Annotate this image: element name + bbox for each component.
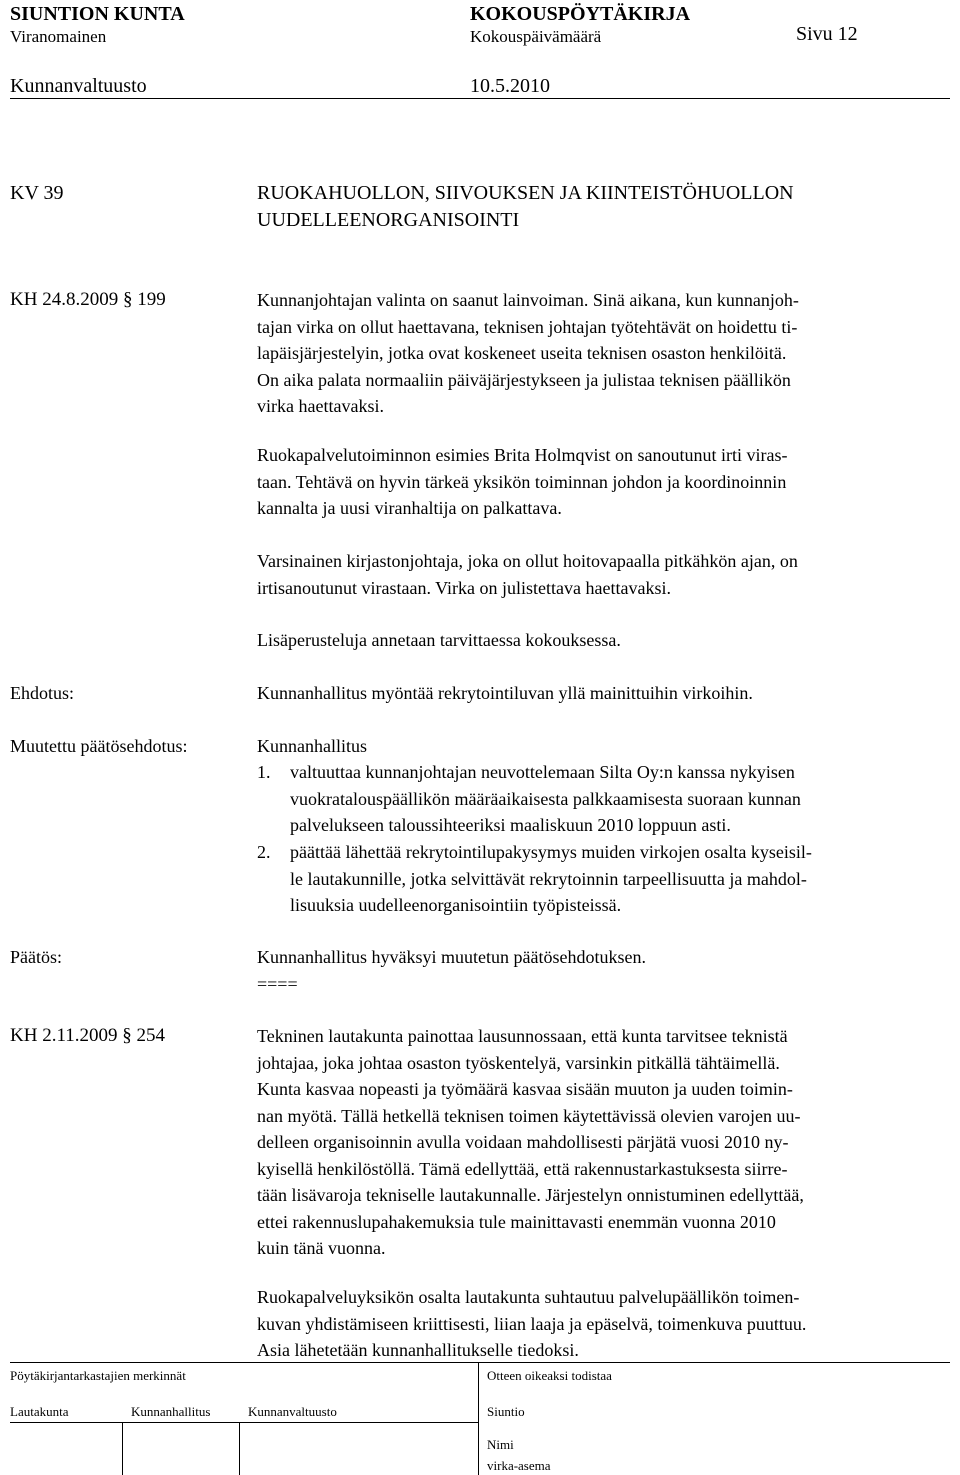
text-line: valtuuttaa kunnanjohtajan neuvottelemaan Silta Oy:n kanssa nykyisen xyxy=(290,762,795,782)
text-line: On aika palata normaaliin päiväjärjestykseen ja julistaa teknisen päällikön xyxy=(257,369,791,390)
text-line: Kunnanjohtajan valinta on saanut lainvoiman. Sinä aikana, kun kunnanjoh- xyxy=(257,290,799,310)
amended-item-1 xyxy=(290,759,801,839)
text-line: päättää lähettää rekrytointilupakysymys muiden virkojen osalta kyseisil- xyxy=(290,842,812,862)
text-line: taan. Tehtävä on hyvin tärkeä yksikön toiminnan johdon ja koordinoinnin xyxy=(257,471,787,492)
item-number: 1. xyxy=(257,762,271,782)
kh1-reference: KH 24.8.2009 § 199 xyxy=(10,289,166,310)
text-line: vuokratalouspäällikön määräaikaisesta palkkaamisesta suoraan kunnan xyxy=(290,788,801,809)
text-line: Lisäperusteluja annetaan tarvittaessa kokouksessa. xyxy=(257,630,621,650)
header-rule xyxy=(10,98,950,99)
text-line: Ruokapalveluyksikön osalta lautakunta suhtautuu palvelupäällikön toimen- xyxy=(257,1287,800,1307)
reviewers-label: Pöytäkirjantarkastajien merkinnät xyxy=(10,1368,186,1383)
document-type: KOKOUSPÖYTÄKIRJA xyxy=(470,3,691,25)
footer-column-divider xyxy=(478,1362,479,1475)
text-line: le lautakunnille, jotka selvittävät rekrytoinnin tarpeellisuutta ja mahdol- xyxy=(290,868,807,889)
item-number: 2. xyxy=(257,842,271,862)
text-line: nan myötä. Tällä hetkellä teknisen toimen käytettävissä olevien varojen uu- xyxy=(257,1105,801,1126)
footer-council: Kunnanvaltuusto xyxy=(248,1404,337,1419)
kh1-paragraph-3 xyxy=(257,548,947,601)
text-line: irtisanoutunut virastaan. Virka on julistettava haettavaksi. xyxy=(257,577,671,598)
text-line: tajan virka on ollut haettavana, teknisen johtajan työtehtävät on hoidettu ti- xyxy=(257,316,798,337)
text-line: Varsinainen kirjastonjohtaja, joka on ollut hoitovapaalla pitkähkön ajan, on xyxy=(257,551,798,571)
footer-place: Siuntio xyxy=(487,1404,525,1419)
kh1-paragraph-2 xyxy=(257,442,947,522)
amended-item-2 xyxy=(290,839,812,919)
text-line: lisuuksia uudelleenorganisointiin työpisteissä. xyxy=(290,895,622,915)
footer-board: Lautakunta xyxy=(10,1404,69,1419)
certified-label: Otteen oikeaksi todistaa xyxy=(487,1368,612,1383)
footer-top-rule xyxy=(10,1362,950,1363)
amended-proposal-label: Muutettu päätösehdotus: xyxy=(10,736,188,756)
kh2-reference: KH 2.11.2009 § 254 xyxy=(10,1025,165,1046)
authority-label: Viranomainen xyxy=(10,27,107,46)
footer-title: virka-asema xyxy=(487,1458,551,1473)
text-line: Kunnanhallitus xyxy=(257,736,367,756)
proposal-text xyxy=(257,680,947,707)
text-line: delleen organisoinnin avulla voidaan mahdollisesti pärjätä vuosi 2010 ny- xyxy=(257,1132,789,1152)
section-number: KV 39 xyxy=(10,182,64,204)
date-label: Kokouspäivämäärä xyxy=(470,27,602,46)
text-line: tään lisävaroja tekniselle lautakunnalle. Järjestelyn onnistuminen edellyttää, xyxy=(257,1185,804,1205)
text-line: ettei rakennuslupahakemuksia tule mainittavasti enemmän vuonna 2010 xyxy=(257,1211,776,1232)
footer-name: Nimi xyxy=(487,1437,514,1452)
section-title-line: RUOKAHUOLLON, SIIVOUKSEN JA KIINTEISTÖHUOLLON xyxy=(257,182,794,204)
decision-label: Päätös: xyxy=(10,947,62,967)
footer-cell-divider xyxy=(122,1422,123,1475)
decision-text xyxy=(257,944,947,997)
section-title xyxy=(257,180,947,233)
footer-sign-rule xyxy=(10,1422,478,1423)
amended-proposal-intro xyxy=(257,733,947,760)
text-line: Tekninen lautakunta painottaa lausunnossaan, että kunta tarvitsee teknistä xyxy=(257,1026,788,1046)
kh2-paragraph-2 xyxy=(257,1284,947,1364)
text-line: kyisellä henkilöstöllä. Tämä edellyttää, että rakennustarkastuksesta siirre- xyxy=(257,1158,788,1179)
meeting-date: 10.5.2010 xyxy=(470,75,550,97)
text-line: kuin tänä vuonna. xyxy=(257,1238,386,1258)
text-line: Kunnanhallitus hyväksyi muutetun päätösehdotuksen. xyxy=(257,947,646,967)
text-line: kuvan yhdistämiseen kriittisesti, liian laaja ja epäselvä, toimenkuva puuttuu. xyxy=(257,1313,807,1334)
footer-cell-divider xyxy=(239,1422,240,1475)
text-line: virka haettavaksi. xyxy=(257,396,384,416)
proposal-label: Ehdotus: xyxy=(10,683,75,703)
text-line: Kunta kasvaa nopeasti ja työmäärä kasvaa sisään muuton ja uuden toimin- xyxy=(257,1079,793,1099)
municipality-name: SIUNTION KUNTA xyxy=(10,3,185,25)
text-line: Kunnanhallitus myöntää rekrytointiluvan yllä mainittuihin virkoihin. xyxy=(257,683,753,703)
text-line: palvelukseen taloussihteeriksi maaliskuun 2010 loppuun asti. xyxy=(290,815,731,835)
section-title-line: UUDELLEENORGANISOINTI xyxy=(257,208,520,231)
text-line: kannalta ja uusi viranhaltija on palkattava. xyxy=(257,498,562,518)
kh2-paragraph-1 xyxy=(257,1023,947,1262)
footer-gov: Kunnanhallitus xyxy=(131,1404,211,1419)
page-number: Sivu 12 xyxy=(796,23,858,45)
kh1-paragraph-1 xyxy=(257,287,947,420)
separator: ==== xyxy=(257,973,298,994)
authority: Kunnanvaltuusto xyxy=(10,75,147,97)
text-line: Asia lähetetään kunnanhallitukselle tiedoksi. xyxy=(257,1340,579,1360)
text-line: Ruokapalvelutoiminnon esimies Brita Holmqvist on sanoutunut irti viras- xyxy=(257,445,788,465)
text-line: lapäisjärjestelyin, jotka ovat koskeneet useita teknisen osaston henkilöitä. xyxy=(257,343,787,363)
text-line: johtajaa, joka johtaa osaston työskentelyä, varsinkin pitkällä tähtäimellä. xyxy=(257,1052,780,1073)
kh1-paragraph-4 xyxy=(257,627,947,654)
